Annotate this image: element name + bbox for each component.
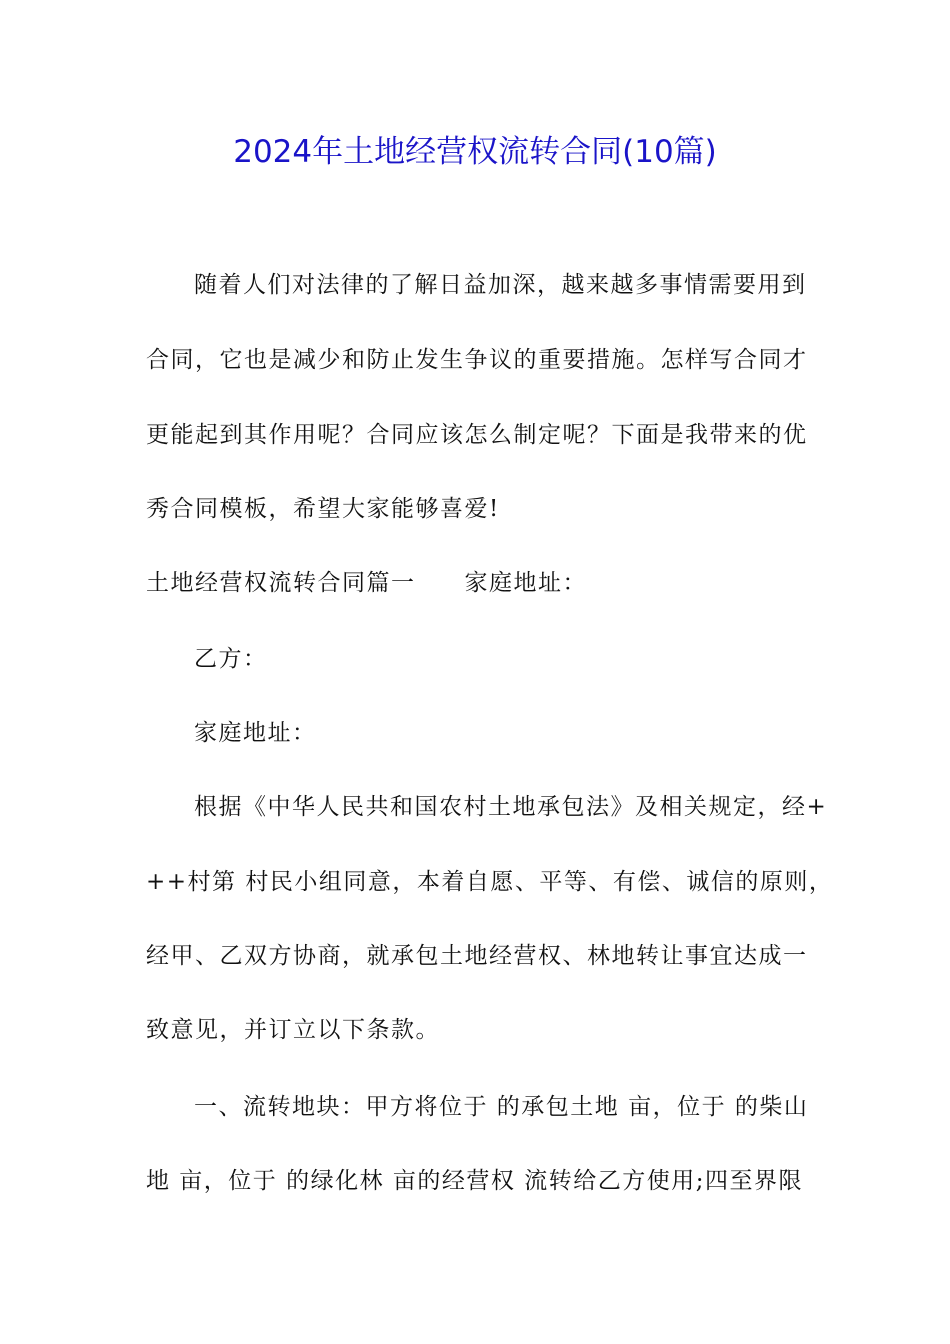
paragraph-line: 经甲、乙双方协商，就承包土地经营权、林地转让事宜达成一	[146, 943, 808, 969]
paragraph-line: 合同，它也是减少和防止发生争议的重要措施。怎样写合同才	[146, 347, 808, 373]
paragraph-line: 地 亩，位于 的绿化林 亩的经营权 流转给乙方使用;四至界限	[146, 1168, 803, 1194]
paragraph-line: 随着人们对法律的了解日益加深，越来越多事情需要用到	[194, 272, 807, 298]
document-title: 2024年土地经营权流转合同(10篇)	[233, 134, 717, 170]
home-address-label: 家庭地址：	[194, 720, 317, 746]
paragraph-line: ++村第 村民小组同意，本着自愿、平等、有偿、诚信的原则，	[146, 869, 834, 895]
paragraph-line: 秀合同模板，希望大家能够喜爱!	[146, 496, 500, 522]
paragraph-line: 致意见，并订立以下条款。	[146, 1017, 440, 1043]
paragraph-line: 更能起到其作用呢？合同应该怎么制定呢？下面是我带来的优	[146, 422, 808, 448]
party-b-label: 乙方：	[194, 646, 268, 672]
paragraph-line: 根据《中华人民共和国农村土地承包法》及相关规定，经+	[194, 794, 828, 820]
section-heading-line: 土地经营权流转合同篇一 家庭地址：	[146, 570, 587, 596]
paragraph-line: 一、流转地块：甲方将位于 的承包土地 亩，位于 的柴山	[194, 1094, 809, 1120]
